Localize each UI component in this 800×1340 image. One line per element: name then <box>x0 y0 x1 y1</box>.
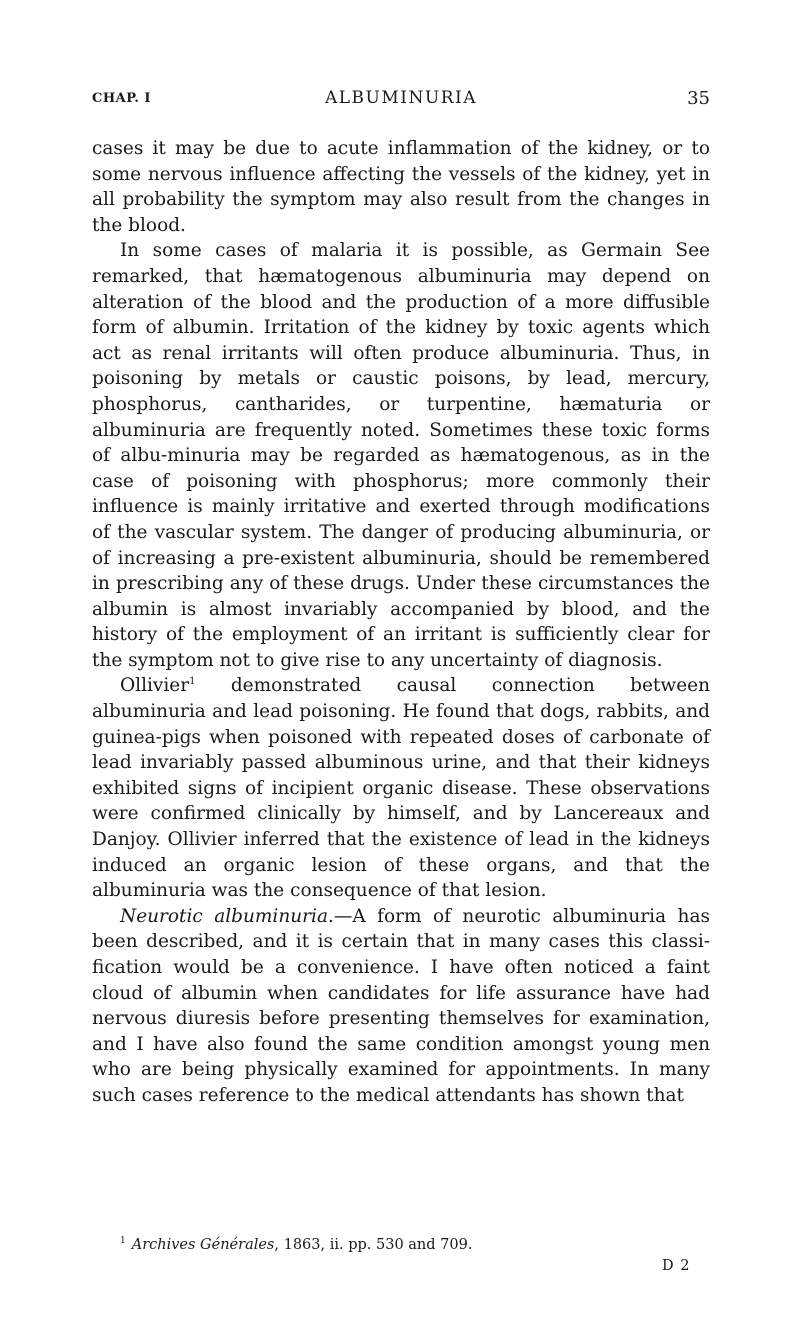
paragraph-ollivier <box>92 673 710 903</box>
footnote-source: Archives Générales <box>131 1237 275 1253</box>
section-heading-neurotic: Neurotic albuminuria. <box>120 905 334 927</box>
footnote-mark: 1 <box>120 1236 126 1247</box>
paragraph-malaria: In some cases of malaria it is possible, as Germain See remarked, that hæmatogenous albuminuria may depend on alteration of the blood and the production of a more diffusible form of albumin. Irritation of the kidney by toxic agents which act as renal irritants will often produce albuminuria. Thus, in poisoning by metals or caustic poisons, by lead, mercury, phosphorus, cantharides, or turpentine, hæmaturia or albuminuria are frequently noted. Sometimes these toxic forms of albu-minuria may be regarded as hæmatogenous, as in the case of poisoning with phosphorus; more commonly their influence is mainly irritative and exerted through modifications of the vascular system. The danger of producing albuminuria, or of increasing a pre-existent albuminuria, should be remembered in prescribing any of these drugs. Under these circumstances the albumin is almost invariably accompanied by blood, and the history of the employment of an irritant is sufficiently clear for the symptom not to give rise to any uncertainty of diagnosis. <box>92 240 710 671</box>
paragraph-neurotic <box>92 904 710 1109</box>
running-title: ALBUMINURIA <box>324 88 477 108</box>
chapter-label: CHAP. I <box>92 91 151 106</box>
page-number: 35 <box>687 88 710 109</box>
footnote-citation: , 1863, ii. pp. 530 and 709. <box>274 1237 473 1253</box>
ollivier-text: demonstrated causal connection between albuminuria and lead poisoning. He found that dogs, rabbits, and guinea-pigs when poisoned with repeated doses of carbonate of lead invariably passed albuminous urine, and that their kidneys exhibited signs of incipient organic disease. These observations were confirmed clinically by himself, and by Lancereaux and Danjoy. Ollivier inferred that the existence of lead in the kidneys induced an organic lesion of these organs, and that the albuminuria was the consequence of that lesion. <box>92 675 710 902</box>
body-text <box>92 136 710 1109</box>
footnote <box>120 1236 710 1254</box>
footnote-reference: 1 <box>189 676 196 688</box>
signature-mark: D 2 <box>662 1258 691 1274</box>
neurotic-text: —A form of neurotic albuminuria has been described, and it is certain that in many cases this classi-fication would be a convenience. I have often noticed a faint cloud of albumin when candidates for life assurance have had nervous diuresis before presenting themselves for examination, and I have also found the same condition amongst young men who are being physically examined for appointments. In many such cases reference to the medical attendants has shown that <box>92 905 710 1106</box>
running-head <box>92 88 710 110</box>
ollivier-name: Ollivier <box>120 675 190 697</box>
paragraph-continuation: cases it may be due to acute inflammation of the kidney, or to some nervous influence affecting the vessels of the kidney, yet in all probability the symptom may also result from the changes in the blood. <box>92 138 710 236</box>
